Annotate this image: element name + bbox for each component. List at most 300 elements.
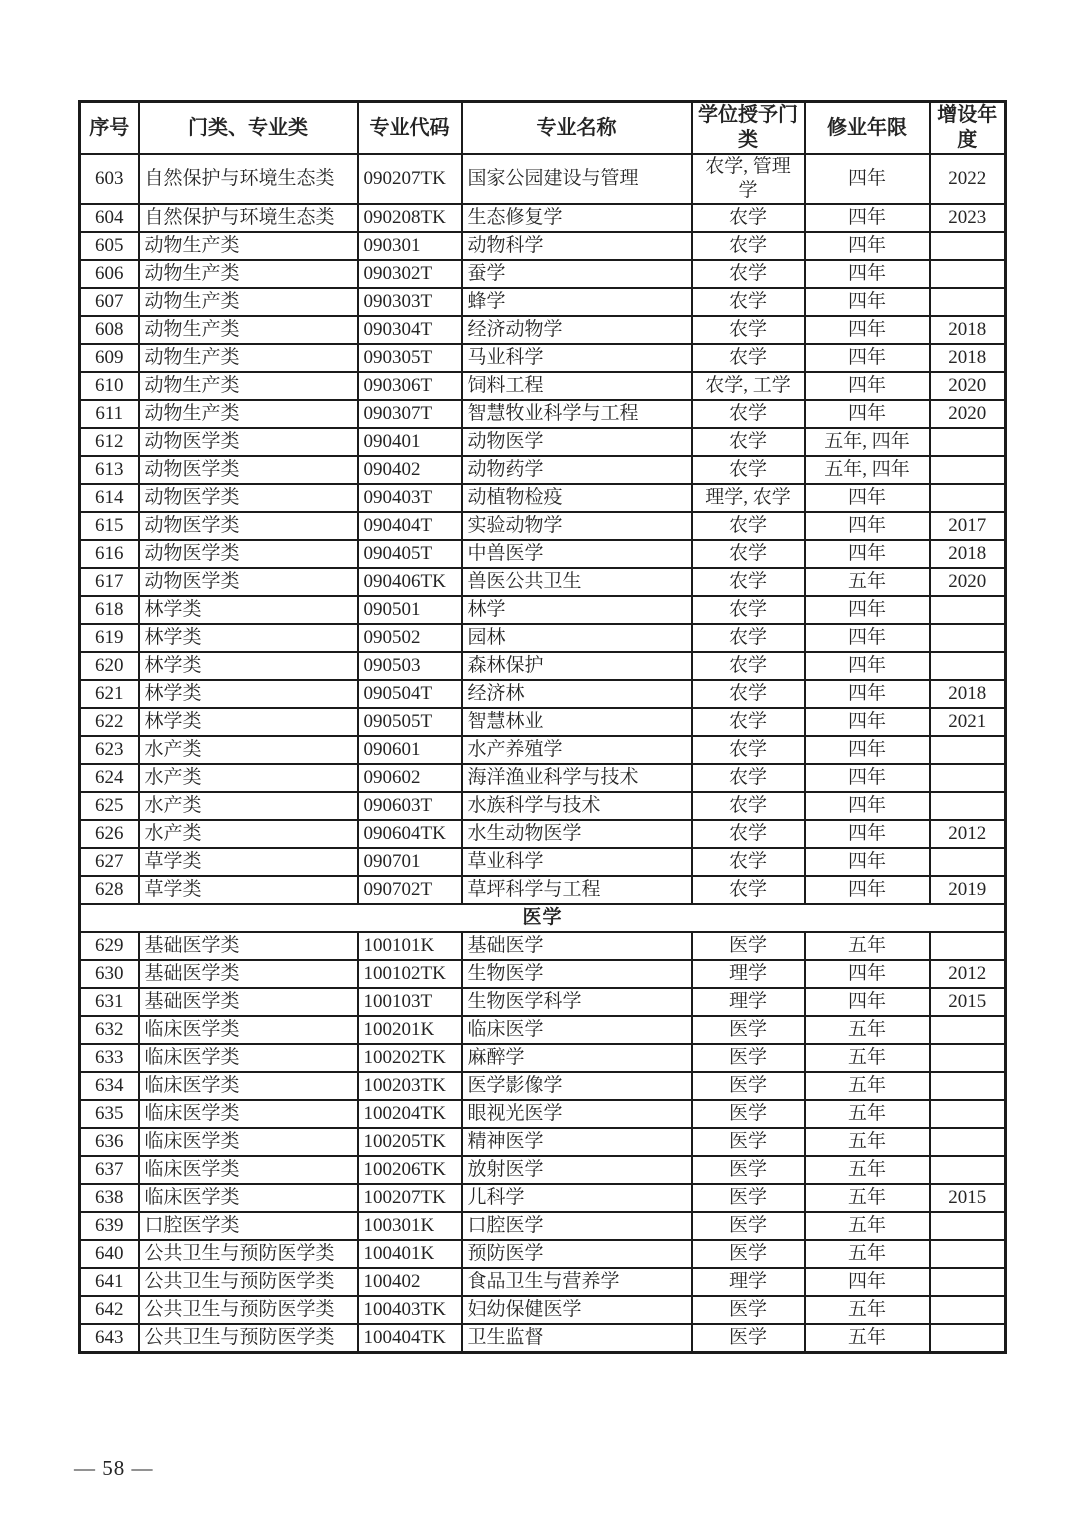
cell-category: 林学类	[139, 708, 358, 736]
cell-degree: 医学	[692, 1240, 805, 1268]
cell-code: 090402	[358, 456, 462, 484]
cell-degree: 农学	[692, 540, 805, 568]
table-header-row	[80, 102, 1006, 155]
cell-index: 609	[80, 344, 139, 372]
table-row	[80, 680, 1006, 708]
cell-code: 090501	[358, 596, 462, 624]
cell-index: 619	[80, 624, 139, 652]
table-row	[80, 1268, 1006, 1296]
cell-year: 2015	[930, 1184, 1006, 1212]
cell-index: 625	[80, 792, 139, 820]
cell-index: 627	[80, 848, 139, 876]
cell-degree: 农学	[692, 680, 805, 708]
cell-index: 613	[80, 456, 139, 484]
table-row	[80, 1156, 1006, 1184]
cell-code: 100404TK	[358, 1324, 462, 1353]
cell-name: 海洋渔业科学与技术	[462, 764, 692, 792]
cell-code: 100403TK	[358, 1296, 462, 1324]
cell-name: 医学影像学	[462, 1072, 692, 1100]
cell-name: 麻醉学	[462, 1044, 692, 1072]
section-title: 医学	[80, 904, 1006, 932]
cell-year: 2021	[930, 708, 1006, 736]
table-row	[80, 820, 1006, 848]
cell-year: 2020	[930, 568, 1006, 596]
cell-category: 水产类	[139, 820, 358, 848]
cell-category: 自然保护与环境生态类	[139, 154, 358, 204]
cell-year	[930, 1296, 1006, 1324]
cell-year: 2018	[930, 316, 1006, 344]
cell-year: 2020	[930, 372, 1006, 400]
cell-degree: 农学	[692, 512, 805, 540]
cell-name: 经济林	[462, 680, 692, 708]
table-row	[80, 1212, 1006, 1240]
cell-category: 水产类	[139, 764, 358, 792]
cell-degree: 农学	[692, 848, 805, 876]
cell-degree: 农学, 工学	[692, 372, 805, 400]
cell-category: 动物生产类	[139, 316, 358, 344]
cell-duration: 五年	[805, 1072, 930, 1100]
cell-degree: 农学	[692, 652, 805, 680]
cell-index: 637	[80, 1156, 139, 1184]
cell-year	[930, 1072, 1006, 1100]
cell-year	[930, 1044, 1006, 1072]
table-row	[80, 154, 1006, 204]
cell-code: 090208TK	[358, 204, 462, 232]
cell-year: 2018	[930, 344, 1006, 372]
cell-category: 林学类	[139, 652, 358, 680]
cell-duration: 五年, 四年	[805, 456, 930, 484]
cell-degree: 农学	[692, 344, 805, 372]
cell-category: 自然保护与环境生态类	[139, 204, 358, 232]
cell-duration: 四年	[805, 820, 930, 848]
cell-name: 临床医学	[462, 1016, 692, 1044]
table-row	[80, 1128, 1006, 1156]
cell-code: 090701	[358, 848, 462, 876]
cell-duration: 四年	[805, 232, 930, 260]
cell-name: 草业科学	[462, 848, 692, 876]
cell-index: 641	[80, 1268, 139, 1296]
cell-duration: 四年	[805, 960, 930, 988]
cell-year	[930, 1016, 1006, 1044]
cell-category: 动物医学类	[139, 568, 358, 596]
cell-year	[930, 1268, 1006, 1296]
table-row	[80, 204, 1006, 232]
table-row	[80, 232, 1006, 260]
cell-duration: 五年	[805, 1156, 930, 1184]
cell-category: 临床医学类	[139, 1184, 358, 1212]
cell-duration: 五年, 四年	[805, 428, 930, 456]
cell-degree: 农学	[692, 568, 805, 596]
cell-year	[930, 764, 1006, 792]
cell-degree: 医学	[692, 1128, 805, 1156]
table-row	[80, 792, 1006, 820]
cell-year	[930, 848, 1006, 876]
cell-index: 631	[80, 988, 139, 1016]
cell-index: 629	[80, 932, 139, 960]
cell-duration: 四年	[805, 204, 930, 232]
table-row	[80, 932, 1006, 960]
table-row	[80, 764, 1006, 792]
cell-degree: 医学	[692, 1296, 805, 1324]
cell-category: 林学类	[139, 596, 358, 624]
cell-year: 2023	[930, 204, 1006, 232]
cell-name: 儿科学	[462, 1184, 692, 1212]
cell-name: 精神医学	[462, 1128, 692, 1156]
cell-year	[930, 1240, 1006, 1268]
cell-category: 动物医学类	[139, 540, 358, 568]
column-header-index: 序号	[80, 102, 139, 155]
cell-duration: 四年	[805, 624, 930, 652]
cell-category: 动物生产类	[139, 344, 358, 372]
cell-category: 草学类	[139, 876, 358, 904]
cell-duration: 四年	[805, 988, 930, 1016]
cell-duration: 五年	[805, 568, 930, 596]
cell-name: 水产养殖学	[462, 736, 692, 764]
cell-index: 611	[80, 400, 139, 428]
cell-duration: 四年	[805, 876, 930, 904]
cell-category: 动物生产类	[139, 232, 358, 260]
cell-year	[930, 1128, 1006, 1156]
column-header-name: 专业名称	[462, 102, 692, 155]
cell-category: 动物生产类	[139, 260, 358, 288]
cell-duration: 四年	[805, 344, 930, 372]
cell-degree: 农学	[692, 876, 805, 904]
cell-name: 草坪科学与工程	[462, 876, 692, 904]
cell-duration: 五年	[805, 1016, 930, 1044]
cell-index: 634	[80, 1072, 139, 1100]
column-header-year: 增设年度	[930, 102, 1006, 155]
cell-degree: 农学	[692, 316, 805, 344]
cell-code: 090405T	[358, 540, 462, 568]
cell-category: 动物医学类	[139, 428, 358, 456]
cell-code: 090306T	[358, 372, 462, 400]
cell-duration: 五年	[805, 932, 930, 960]
cell-index: 610	[80, 372, 139, 400]
cell-duration: 四年	[805, 680, 930, 708]
cell-index: 622	[80, 708, 139, 736]
table-row	[80, 624, 1006, 652]
cell-index: 635	[80, 1100, 139, 1128]
column-header-duration: 修业年限	[805, 102, 930, 155]
table-row	[80, 260, 1006, 288]
cell-degree: 农学	[692, 232, 805, 260]
cell-degree: 医学	[692, 1156, 805, 1184]
cell-degree: 理学	[692, 1268, 805, 1296]
cell-code: 100201K	[358, 1016, 462, 1044]
table-row	[80, 540, 1006, 568]
cell-degree: 农学	[692, 288, 805, 316]
cell-degree: 农学	[692, 260, 805, 288]
cell-code: 090601	[358, 736, 462, 764]
cell-degree: 理学	[692, 988, 805, 1016]
cell-duration: 四年	[805, 736, 930, 764]
cell-degree: 农学	[692, 708, 805, 736]
cell-category: 林学类	[139, 624, 358, 652]
cell-category: 草学类	[139, 848, 358, 876]
table-row	[80, 876, 1006, 904]
cell-year	[930, 1212, 1006, 1240]
cell-name: 预防医学	[462, 1240, 692, 1268]
cell-degree: 农学, 管理学	[692, 154, 805, 204]
cell-index: 633	[80, 1044, 139, 1072]
section-divider-row	[80, 904, 1006, 932]
table-row	[80, 484, 1006, 512]
majors-table	[78, 100, 1007, 1354]
cell-code: 100402	[358, 1268, 462, 1296]
cell-duration: 四年	[805, 792, 930, 820]
table-row	[80, 596, 1006, 624]
cell-year	[930, 484, 1006, 512]
cell-index: 614	[80, 484, 139, 512]
cell-code: 090302T	[358, 260, 462, 288]
cell-year	[930, 260, 1006, 288]
cell-index: 607	[80, 288, 139, 316]
table-row	[80, 1044, 1006, 1072]
cell-category: 临床医学类	[139, 1044, 358, 1072]
cell-category: 水产类	[139, 792, 358, 820]
cell-index: 632	[80, 1016, 139, 1044]
cell-year	[930, 456, 1006, 484]
cell-category: 公共卫生与预防医学类	[139, 1240, 358, 1268]
cell-code: 090401	[358, 428, 462, 456]
cell-year: 2012	[930, 820, 1006, 848]
cell-code: 090404T	[358, 512, 462, 540]
cell-name: 实验动物学	[462, 512, 692, 540]
table-row	[80, 288, 1006, 316]
cell-name: 蜂学	[462, 288, 692, 316]
cell-name: 马业科学	[462, 344, 692, 372]
cell-category: 公共卫生与预防医学类	[139, 1296, 358, 1324]
table-row	[80, 512, 1006, 540]
cell-name: 蚕学	[462, 260, 692, 288]
cell-degree: 医学	[692, 932, 805, 960]
cell-code: 100103T	[358, 988, 462, 1016]
cell-category: 公共卫生与预防医学类	[139, 1268, 358, 1296]
cell-category: 动物生产类	[139, 372, 358, 400]
cell-name: 食品卫生与营养学	[462, 1268, 692, 1296]
cell-name: 森林保护	[462, 652, 692, 680]
cell-name: 生物医学	[462, 960, 692, 988]
cell-code: 090505T	[358, 708, 462, 736]
table-row	[80, 988, 1006, 1016]
cell-year: 2017	[930, 512, 1006, 540]
cell-index: 616	[80, 540, 139, 568]
cell-name: 智慧牧业科学与工程	[462, 400, 692, 428]
cell-year	[930, 652, 1006, 680]
cell-duration: 四年	[805, 288, 930, 316]
cell-name: 动植物检疫	[462, 484, 692, 512]
cell-index: 606	[80, 260, 139, 288]
cell-category: 口腔医学类	[139, 1212, 358, 1240]
cell-year	[930, 428, 1006, 456]
cell-name: 水生动物医学	[462, 820, 692, 848]
cell-name: 林学	[462, 596, 692, 624]
cell-category: 水产类	[139, 736, 358, 764]
cell-category: 基础医学类	[139, 960, 358, 988]
cell-index: 618	[80, 596, 139, 624]
cell-duration: 四年	[805, 652, 930, 680]
cell-code: 100203TK	[358, 1072, 462, 1100]
cell-name: 生态修复学	[462, 204, 692, 232]
cell-year	[930, 1100, 1006, 1128]
cell-category: 动物医学类	[139, 512, 358, 540]
cell-index: 620	[80, 652, 139, 680]
cell-code: 090503	[358, 652, 462, 680]
cell-duration: 五年	[805, 1212, 930, 1240]
cell-code: 090604TK	[358, 820, 462, 848]
cell-name: 放射医学	[462, 1156, 692, 1184]
cell-index: 639	[80, 1212, 139, 1240]
cell-index: 628	[80, 876, 139, 904]
cell-year	[930, 736, 1006, 764]
cell-index: 615	[80, 512, 139, 540]
cell-name: 生物医学科学	[462, 988, 692, 1016]
cell-duration: 四年	[805, 260, 930, 288]
cell-index: 624	[80, 764, 139, 792]
cell-degree: 农学	[692, 596, 805, 624]
cell-index: 621	[80, 680, 139, 708]
cell-index: 642	[80, 1296, 139, 1324]
cell-name: 国家公园建设与管理	[462, 154, 692, 204]
cell-code: 100301K	[358, 1212, 462, 1240]
table-row	[80, 848, 1006, 876]
table-row	[80, 1072, 1006, 1100]
cell-degree: 农学	[692, 736, 805, 764]
cell-degree: 理学, 农学	[692, 484, 805, 512]
cell-category: 临床医学类	[139, 1016, 358, 1044]
cell-code: 090403T	[358, 484, 462, 512]
cell-year	[930, 1156, 1006, 1184]
table-row	[80, 1296, 1006, 1324]
table-row	[80, 736, 1006, 764]
cell-degree: 农学	[692, 456, 805, 484]
table-row	[80, 400, 1006, 428]
cell-category: 林学类	[139, 680, 358, 708]
cell-code: 090307T	[358, 400, 462, 428]
page-number: — 58 —	[74, 1456, 154, 1480]
cell-code: 100206TK	[358, 1156, 462, 1184]
cell-duration: 四年	[805, 1268, 930, 1296]
cell-year	[930, 288, 1006, 316]
cell-duration: 四年	[805, 154, 930, 204]
cell-category: 动物医学类	[139, 456, 358, 484]
table-row	[80, 1240, 1006, 1268]
cell-name: 水族科学与技术	[462, 792, 692, 820]
cell-duration: 四年	[805, 512, 930, 540]
table-row	[80, 344, 1006, 372]
cell-code: 100102TK	[358, 960, 462, 988]
cell-index: 640	[80, 1240, 139, 1268]
cell-name: 动物药学	[462, 456, 692, 484]
cell-code: 090603T	[358, 792, 462, 820]
cell-code: 090502	[358, 624, 462, 652]
cell-code: 100202TK	[358, 1044, 462, 1072]
cell-code: 100207TK	[358, 1184, 462, 1212]
cell-category: 临床医学类	[139, 1156, 358, 1184]
cell-duration: 四年	[805, 540, 930, 568]
cell-category: 临床医学类	[139, 1128, 358, 1156]
cell-name: 兽医公共卫生	[462, 568, 692, 596]
table-row	[80, 1016, 1006, 1044]
cell-code: 090702T	[358, 876, 462, 904]
cell-duration: 四年	[805, 848, 930, 876]
cell-year: 2012	[930, 960, 1006, 988]
cell-degree: 农学	[692, 624, 805, 652]
cell-degree: 医学	[692, 1324, 805, 1353]
cell-code: 090207TK	[358, 154, 462, 204]
cell-index: 612	[80, 428, 139, 456]
cell-duration: 五年	[805, 1240, 930, 1268]
cell-degree: 医学	[692, 1016, 805, 1044]
cell-duration: 四年	[805, 484, 930, 512]
cell-duration: 四年	[805, 764, 930, 792]
cell-duration: 五年	[805, 1296, 930, 1324]
cell-degree: 医学	[692, 1212, 805, 1240]
cell-category: 临床医学类	[139, 1072, 358, 1100]
cell-degree: 农学	[692, 428, 805, 456]
table-row	[80, 652, 1006, 680]
table-row	[80, 1184, 1006, 1212]
cell-duration: 五年	[805, 1128, 930, 1156]
cell-duration: 五年	[805, 1184, 930, 1212]
cell-index: 630	[80, 960, 139, 988]
cell-code: 100101K	[358, 932, 462, 960]
cell-index: 603	[80, 154, 139, 204]
cell-index: 638	[80, 1184, 139, 1212]
cell-degree: 理学	[692, 960, 805, 988]
cell-code: 090304T	[358, 316, 462, 344]
cell-name: 卫生监督	[462, 1324, 692, 1353]
table-row	[80, 1324, 1006, 1353]
table-row	[80, 428, 1006, 456]
cell-name: 动物科学	[462, 232, 692, 260]
cell-duration: 五年	[805, 1100, 930, 1128]
cell-index: 617	[80, 568, 139, 596]
cell-name: 饲料工程	[462, 372, 692, 400]
cell-code: 100205TK	[358, 1128, 462, 1156]
cell-index: 604	[80, 204, 139, 232]
cell-code: 090602	[358, 764, 462, 792]
cell-code: 090406TK	[358, 568, 462, 596]
cell-index: 608	[80, 316, 139, 344]
cell-year: 2020	[930, 400, 1006, 428]
cell-year	[930, 792, 1006, 820]
cell-index: 605	[80, 232, 139, 260]
cell-degree: 农学	[692, 792, 805, 820]
cell-year: 2018	[930, 680, 1006, 708]
cell-duration: 五年	[805, 1044, 930, 1072]
cell-name: 口腔医学	[462, 1212, 692, 1240]
cell-year: 2018	[930, 540, 1006, 568]
cell-category: 动物医学类	[139, 484, 358, 512]
table-row	[80, 372, 1006, 400]
cell-name: 经济动物学	[462, 316, 692, 344]
cell-index: 643	[80, 1324, 139, 1353]
cell-code: 100204TK	[358, 1100, 462, 1128]
cell-duration: 四年	[805, 708, 930, 736]
cell-degree: 农学	[692, 820, 805, 848]
cell-index: 626	[80, 820, 139, 848]
cell-duration: 四年	[805, 596, 930, 624]
cell-degree: 医学	[692, 1044, 805, 1072]
cell-category: 基础医学类	[139, 932, 358, 960]
cell-name: 园林	[462, 624, 692, 652]
cell-category: 公共卫生与预防医学类	[139, 1324, 358, 1353]
cell-year: 2022	[930, 154, 1006, 204]
cell-category: 基础医学类	[139, 988, 358, 1016]
cell-code: 100401K	[358, 1240, 462, 1268]
cell-code: 090303T	[358, 288, 462, 316]
